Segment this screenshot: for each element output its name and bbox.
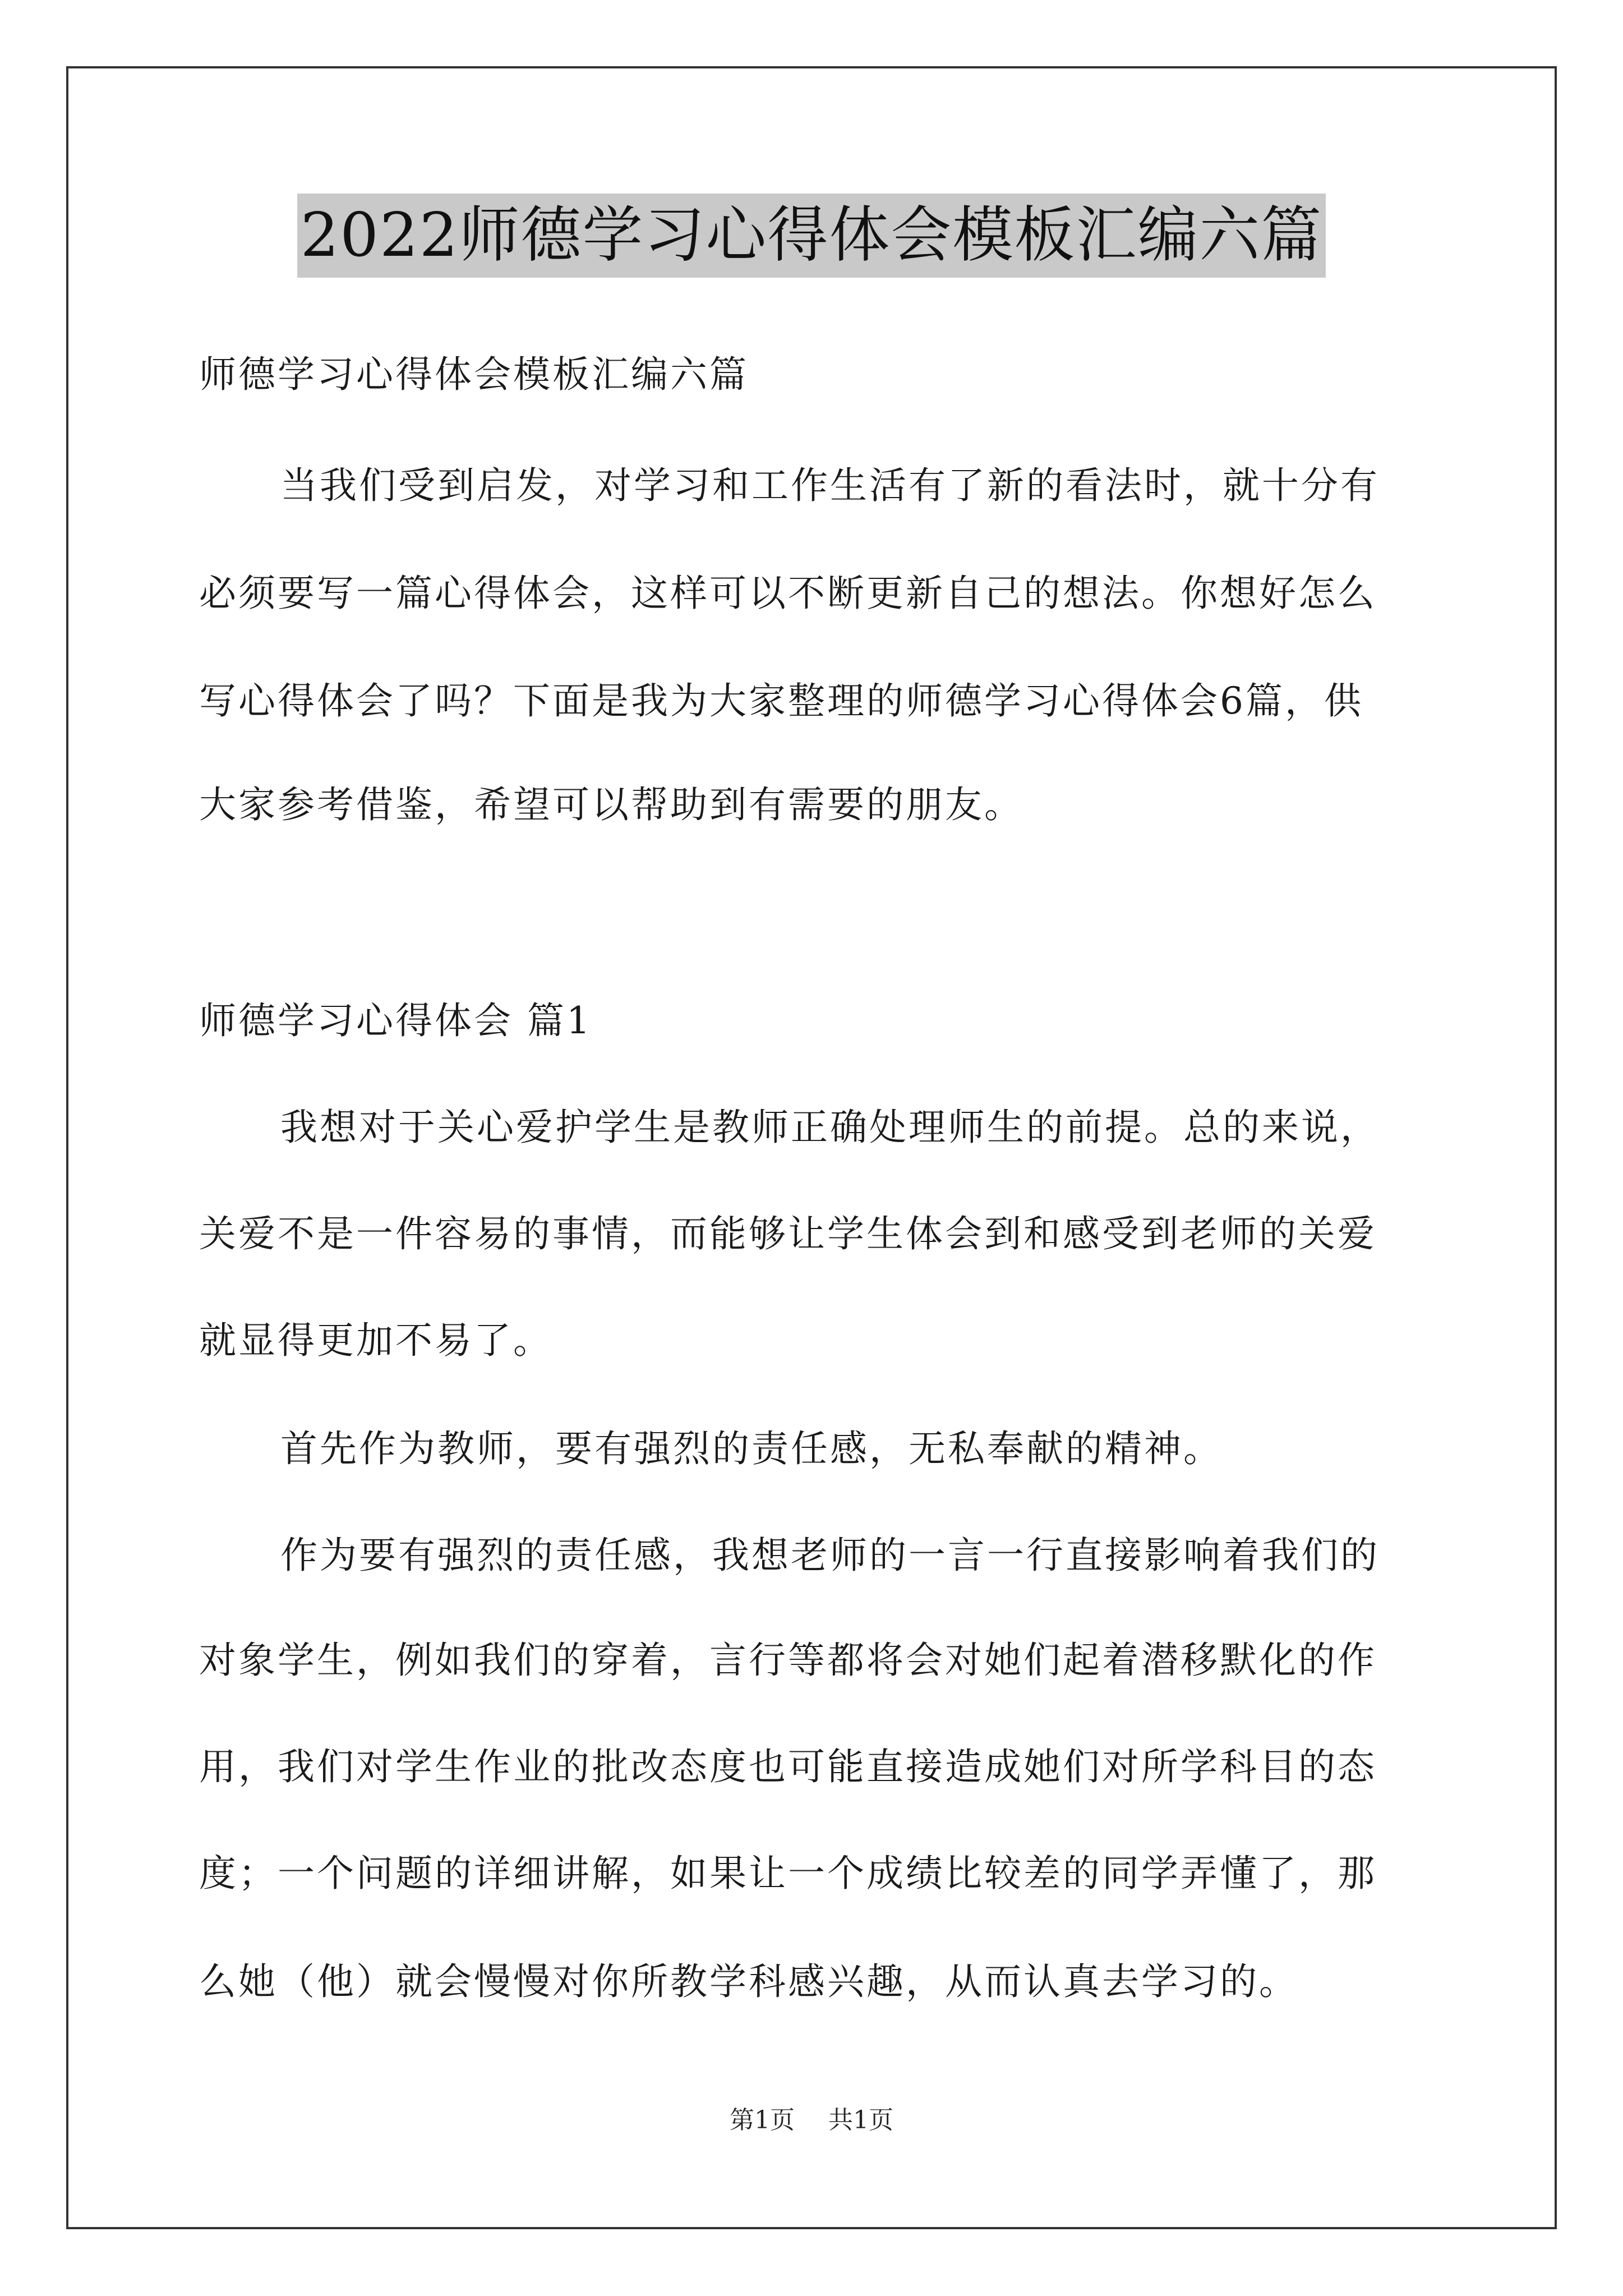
paragraph3-line-1: 作为要有强烈的责任感，我想老师的一言一行直接影响着我们的: [280, 1534, 1380, 1577]
page-footer: [0, 2104, 1623, 2137]
title-container: [0, 194, 1623, 278]
section-heading: 师德学习心得体会 篇1: [199, 999, 592, 1042]
paragraph2-line: 首先作为教师，要有强烈的责任感，无私奉献的精神。: [280, 1427, 1223, 1470]
intro-line-3: 写心得体会了吗？下面是我为大家整理的师德学习心得体会6篇，供: [199, 679, 1363, 723]
paragraph3-line-5: 么她（他）就会慢慢对你所教学科感兴趣，从而认真去学习的。: [199, 1960, 1298, 2003]
document-subtitle: 师德学习心得体会模板汇编六篇: [199, 353, 749, 396]
document-title: 2022师德学习心得体会模板汇编六篇: [297, 194, 1326, 278]
paragraph1-line-1: 我想对于关心爱护学生是教师正确处理师生的前提。总的来说，: [280, 1106, 1380, 1149]
paragraph3-line-3: 用，我们对学生作业的批改态度也可能直接造成她们对所学科目的态: [199, 1745, 1377, 1788]
paragraph1-line-2: 关爱不是一件容易的事情，而能够让学生体会到和感受到老师的关爱: [199, 1212, 1377, 1255]
paragraph3-line-2: 对象学生，例如我们的穿着，言行等都将会对她们起着潜移默化的作: [199, 1639, 1377, 1682]
intro-line-2: 必须要写一篇心得体会，这样可以不断更新自己的想法。你想好怎么: [199, 572, 1377, 615]
page-number: 第1页: [730, 2106, 795, 2134]
paragraph3-line-4: 度；一个问题的详细讲解，如果让一个成绩比较差的同学弄懂了，那: [199, 1852, 1377, 1895]
page-total: 共1页: [828, 2106, 893, 2134]
paragraph1-line-3: 就显得更加不易了。: [199, 1319, 552, 1362]
intro-line-4: 大家参考借鉴，希望可以帮助到有需要的朋友。: [199, 783, 1023, 826]
intro-line-1: 当我们受到启发，对学习和工作生活有了新的看法时，就十分有: [280, 464, 1380, 507]
